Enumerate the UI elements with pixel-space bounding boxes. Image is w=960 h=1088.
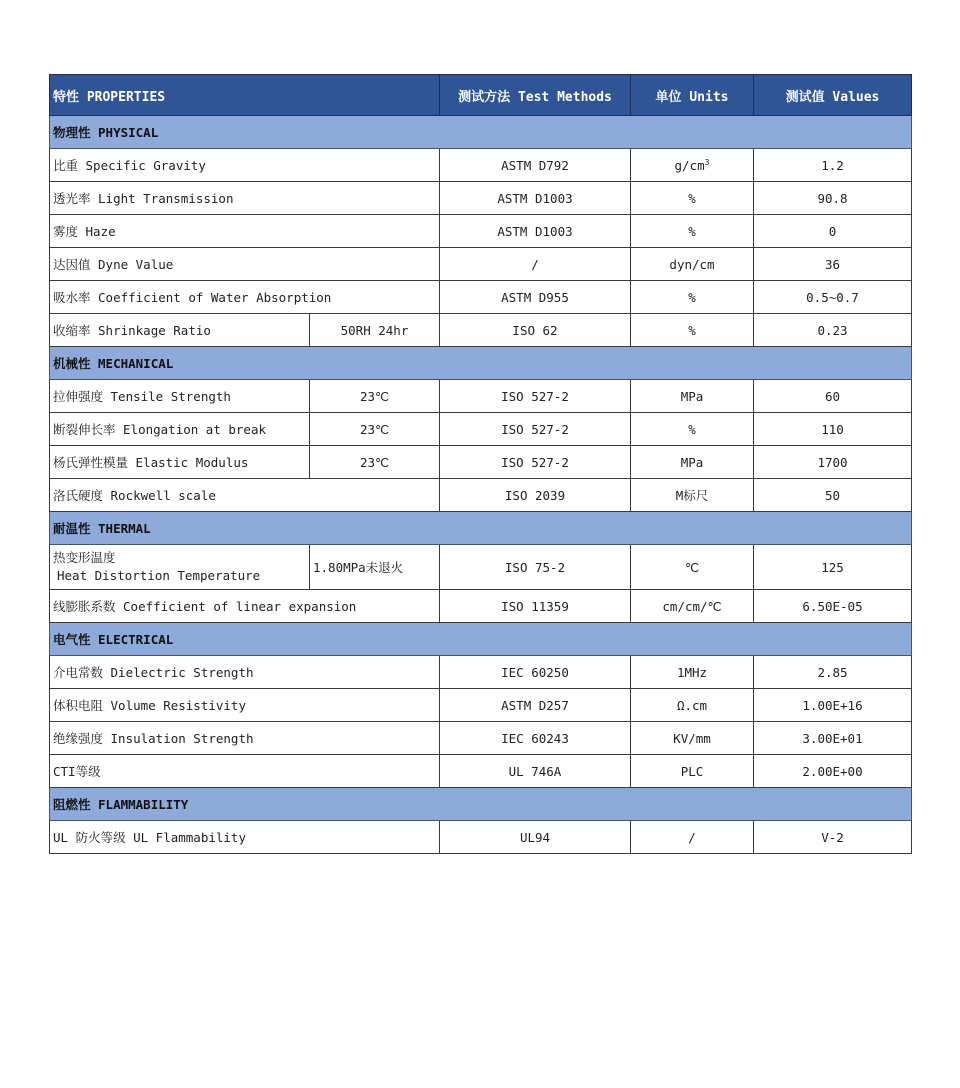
table-row — [50, 590, 912, 623]
property-cell: 杨氏弹性模量 Elastic Modulus — [50, 446, 310, 479]
unit-cell: / — [631, 821, 754, 854]
value-cell: 2.85 — [754, 656, 912, 689]
table-row — [50, 446, 912, 479]
table-row — [50, 689, 912, 722]
method-cell: UL 746A — [440, 755, 631, 788]
condition-cell: 23℃ — [310, 413, 440, 446]
table-row — [50, 182, 912, 215]
value-cell: 1.00E+16 — [754, 689, 912, 722]
value-cell: 1700 — [754, 446, 912, 479]
value-cell: 110 — [754, 413, 912, 446]
section-title: 电气性 ELECTRICAL — [50, 623, 912, 656]
property-cell: 线膨胀系数 Coefficient of linear expansion — [50, 590, 440, 623]
property-cell: 洛氏硬度 Rockwell scale — [50, 479, 440, 512]
table-row — [50, 248, 912, 281]
method-cell: ISO 2039 — [440, 479, 631, 512]
method-cell: UL94 — [440, 821, 631, 854]
table-row — [50, 479, 912, 512]
unit-cell: % — [631, 281, 754, 314]
property-cell: 比重 Specific Gravity — [50, 149, 440, 182]
method-cell: ISO 527-2 — [440, 380, 631, 413]
value-cell: 50 — [754, 479, 912, 512]
unit-cell: cm/cm/℃ — [631, 590, 754, 623]
method-cell: ISO 527-2 — [440, 413, 631, 446]
method-cell: IEC 60250 — [440, 656, 631, 689]
header-properties: 特性 PROPERTIES — [50, 75, 440, 116]
property-cell: 断裂伸长率 Elongation at break — [50, 413, 310, 446]
method-cell: ISO 11359 — [440, 590, 631, 623]
section-flammability — [50, 788, 912, 821]
method-cell: ASTM D792 — [440, 149, 631, 182]
unit-cell: M标尺 — [631, 479, 754, 512]
condition-cell: 50RH 24hr — [310, 314, 440, 347]
property-cell: 雾度 Haze — [50, 215, 440, 248]
method-cell: ASTM D1003 — [440, 215, 631, 248]
unit-cell: % — [631, 413, 754, 446]
unit-cell: % — [631, 182, 754, 215]
unit-cell: KV/mm — [631, 722, 754, 755]
value-cell: 90.8 — [754, 182, 912, 215]
property-cell: 透光率 Light Transmission — [50, 182, 440, 215]
table-row — [50, 149, 912, 182]
table-row — [50, 314, 912, 347]
value-cell: 0.5~0.7 — [754, 281, 912, 314]
value-cell: 36 — [754, 248, 912, 281]
table-row — [50, 656, 912, 689]
section-mechanical — [50, 347, 912, 380]
section-title: 阻燃性 FLAMMABILITY — [50, 788, 912, 821]
property-cell: 拉伸强度 Tensile Strength — [50, 380, 310, 413]
header-test-methods: 测试方法 Test Methods — [440, 75, 631, 116]
property-cn: 热变形温度 — [53, 550, 116, 565]
method-cell: ASTM D955 — [440, 281, 631, 314]
value-cell: 60 — [754, 380, 912, 413]
property-cell — [50, 545, 310, 590]
condition-cell: 23℃ — [310, 446, 440, 479]
method-cell: ISO 527-2 — [440, 446, 631, 479]
property-en: Heat Distortion Temperature — [57, 568, 261, 583]
unit-cell: ℃ — [631, 545, 754, 590]
property-cell: 达因值 Dyne Value — [50, 248, 440, 281]
table-row — [50, 755, 912, 788]
unit-cell: MPa — [631, 446, 754, 479]
method-cell: ASTM D257 — [440, 689, 631, 722]
unit-cell: PLC — [631, 755, 754, 788]
method-cell: / — [440, 248, 631, 281]
value-cell: 0 — [754, 215, 912, 248]
table-row — [50, 821, 912, 854]
method-cell: ASTM D1003 — [440, 182, 631, 215]
value-cell: 3.00E+01 — [754, 722, 912, 755]
unit-cell: MPa — [631, 380, 754, 413]
unit-superscript: 3 — [704, 157, 710, 167]
table-row — [50, 380, 912, 413]
table-row — [50, 215, 912, 248]
value-cell: 2.00E+00 — [754, 755, 912, 788]
table-row — [50, 722, 912, 755]
property-cell: 收缩率 Shrinkage Ratio — [50, 314, 310, 347]
header-units: 单位 Units — [631, 75, 754, 116]
value-cell: 125 — [754, 545, 912, 590]
method-cell: ISO 62 — [440, 314, 631, 347]
section-electrical — [50, 623, 912, 656]
section-title: 物理性 PHYSICAL — [50, 116, 912, 149]
table-row — [50, 281, 912, 314]
property-cell: UL 防火等级 UL Flammability — [50, 821, 440, 854]
property-cell: 绝缘强度 Insulation Strength — [50, 722, 440, 755]
property-cell: 介电常数 Dielectric Strength — [50, 656, 440, 689]
unit-cell: dyn/cm — [631, 248, 754, 281]
properties-table — [49, 74, 912, 854]
method-cell: IEC 60243 — [440, 722, 631, 755]
property-cell: 体积电阻 Volume Resistivity — [50, 689, 440, 722]
section-title: 机械性 MECHANICAL — [50, 347, 912, 380]
unit-cell: Ω.cm — [631, 689, 754, 722]
unit-cell: % — [631, 314, 754, 347]
section-thermal — [50, 512, 912, 545]
table-row — [50, 413, 912, 446]
unit-text: g/cm — [674, 157, 705, 173]
section-title: 耐温性 THERMAL — [50, 512, 912, 545]
condition-cell: 1.80MPa未退火 — [310, 545, 440, 590]
value-cell: V-2 — [754, 821, 912, 854]
unit-cell: % — [631, 215, 754, 248]
unit-cell — [631, 149, 754, 182]
header-values: 测试值 Values — [754, 75, 912, 116]
table-header-row — [50, 75, 912, 116]
property-cell: 吸水率 Coefficient of Water Absorption — [50, 281, 440, 314]
section-physical — [50, 116, 912, 149]
method-cell: ISO 75-2 — [440, 545, 631, 590]
property-cell: CTI等级 — [50, 755, 440, 788]
condition-cell: 23℃ — [310, 380, 440, 413]
unit-cell: 1MHz — [631, 656, 754, 689]
table-row — [50, 545, 912, 590]
value-cell: 1.2 — [754, 149, 912, 182]
value-cell: 0.23 — [754, 314, 912, 347]
value-cell: 6.50E-05 — [754, 590, 912, 623]
